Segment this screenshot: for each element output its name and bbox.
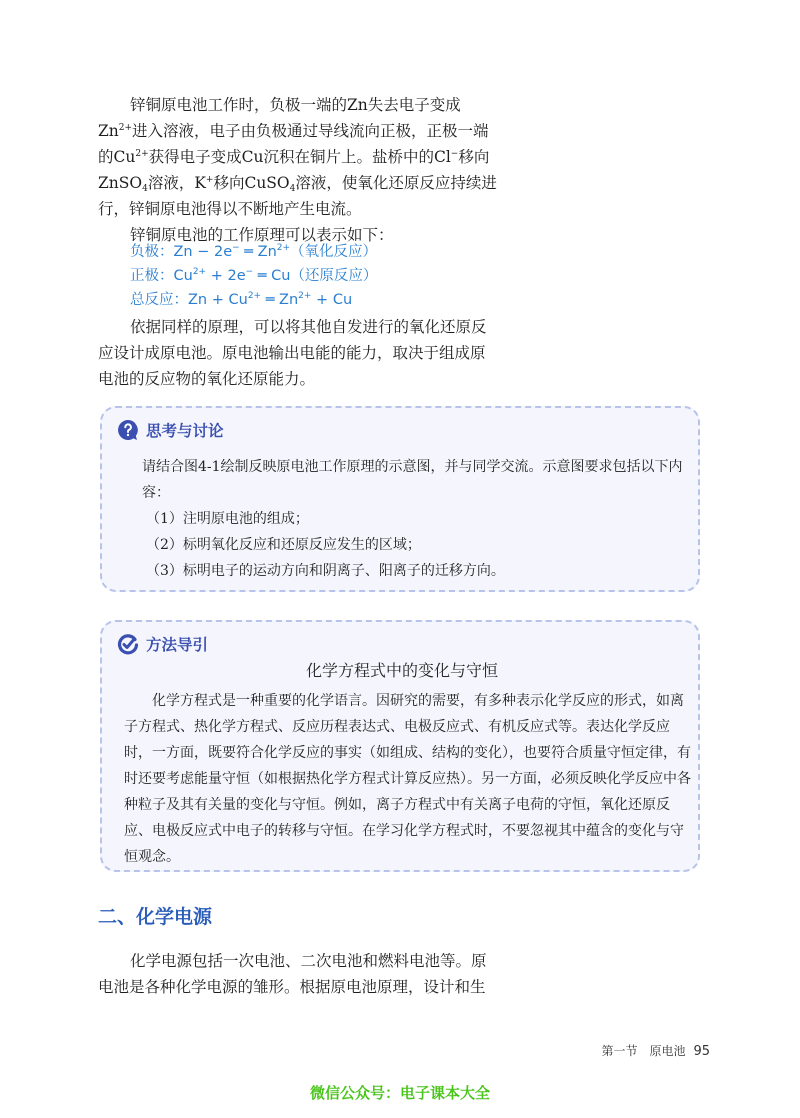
eq-sup: 2+ <box>298 291 312 301</box>
eq-text: + 2e <box>206 268 246 284</box>
method-guide-title: 方法导引 <box>146 636 209 654</box>
subscript: 4 <box>289 184 296 194</box>
method-guide-subtitle: 化学方程式中的变化与守恒 <box>305 661 498 680</box>
eq-sup: 2+ <box>247 291 262 301</box>
method-guide-body: 化学方程式是一种重要的化学语言。因研究的需要，有多种表示化学反应的形式，如离子方程式、热化学方程式、反应历程表达式、电极反应式、有机反应式等。表达化学反应时，一方面，既要符合化学反应的事实（如组成、结构的变化），也要符合质量守恒定律，有时还要考虑能量守恒（如根据热化学方程式计算反应热）。另一方面，必须反映化学反应中各种粒子及其有关量的变化与守恒。例如，离子方程式中有关离子电荷的守恒，氧化还原反应、电极反应式中电子的转移与守恒。在学习化学方程式时，不要忽视其中蕴含的变化与守恒观念。 <box>124 693 691 865</box>
eq-text: ═ Zn <box>239 244 277 260</box>
superscript: 2+ <box>135 149 149 159</box>
footer-section-label: 第一节 原电池 <box>601 1044 686 1058</box>
eq-text: + Cu <box>311 292 353 308</box>
method-guide-header <box>116 632 208 656</box>
method-guide-box <box>100 620 700 872</box>
negative-electrode-equation <box>130 240 377 264</box>
think-discuss-intro: 请结合图4-1绘制反映原电池工作原理的示意图，并与同学交流。示意图要求包括以下内容： <box>142 459 683 501</box>
think-discuss-item: （3）标明电子的运动方向和阴离子、阳离子的迁移方向。 <box>146 563 505 579</box>
think-discuss-item: （1）注明原电池的组成； <box>146 511 309 527</box>
text-run: 锌铜原电池工作时，负极一端的Zn失去电子变成Zn <box>98 96 461 140</box>
text-run: 移向ZnSO <box>98 148 490 192</box>
eq-text: ═ Cu（还原反应） <box>253 268 378 284</box>
eq-sup: 2+ <box>192 267 207 277</box>
question-bubble-icon <box>116 418 140 442</box>
page-number: 95 <box>693 1044 710 1059</box>
subscript: 4 <box>142 184 148 194</box>
page-footer <box>601 1042 710 1059</box>
total-reaction-equation <box>130 288 352 312</box>
principle-intro: 锌铜原电池的工作原理可以表示如下： <box>130 226 394 244</box>
eq-sup: − <box>245 267 254 277</box>
text-run: 进入溶液，电子由负极通过导线流向正极，正极一端的Cu <box>98 122 489 166</box>
think-discuss-title: 思考与讨论 <box>146 422 224 440</box>
think-discuss-box <box>100 406 700 592</box>
superscript: + <box>205 175 214 185</box>
think-discuss-item: （2）标明氧化反应和还原反应发生的区域； <box>146 537 421 553</box>
eq-sup: 2+ <box>276 243 291 253</box>
positive-electrode-equation <box>130 264 377 288</box>
text-run: 获得电子变成Cu沉积在铜片上。盐桥中的Cl <box>148 148 451 166</box>
text-run: 溶液，使氧化还原反应持续进行，锌铜原电池得以不断地产生电流。 <box>98 174 497 218</box>
superscript: − <box>450 149 459 159</box>
section-heading: 二、化学电源 <box>98 906 213 928</box>
superscript: 2+ <box>118 123 133 133</box>
text-run: 溶液，K <box>147 174 206 192</box>
eq-sup: − <box>232 243 240 253</box>
intro-paragraph <box>98 92 498 222</box>
eq-text: （氧化反应） <box>290 244 378 260</box>
text-run: 移向CuSO <box>213 174 290 192</box>
eq-text: 总反应：Zn + Cu <box>130 292 248 308</box>
eq-text: ═ Zn <box>261 292 299 308</box>
eq-text: 负极：Zn − 2e <box>130 244 233 260</box>
watermark-text: 微信公众号：电子课本大全 <box>309 1084 490 1102</box>
method-guide-icon <box>116 632 140 656</box>
think-discuss-header <box>116 418 224 442</box>
section-paragraph: 化学电源包括一次电池、二次电池和燃料电池等。原电池是各种化学电源的雏形。根据原电池原理，设计和生 <box>98 952 487 996</box>
principle-paragraph: 依据同样的原理，可以将其他自发进行的氧化还原反应设计成原电池。原电池输出电能的能力，取决于组成原电池的反应物的氧化还原能力。 <box>98 318 487 388</box>
eq-text: 正极：Cu <box>130 268 193 284</box>
